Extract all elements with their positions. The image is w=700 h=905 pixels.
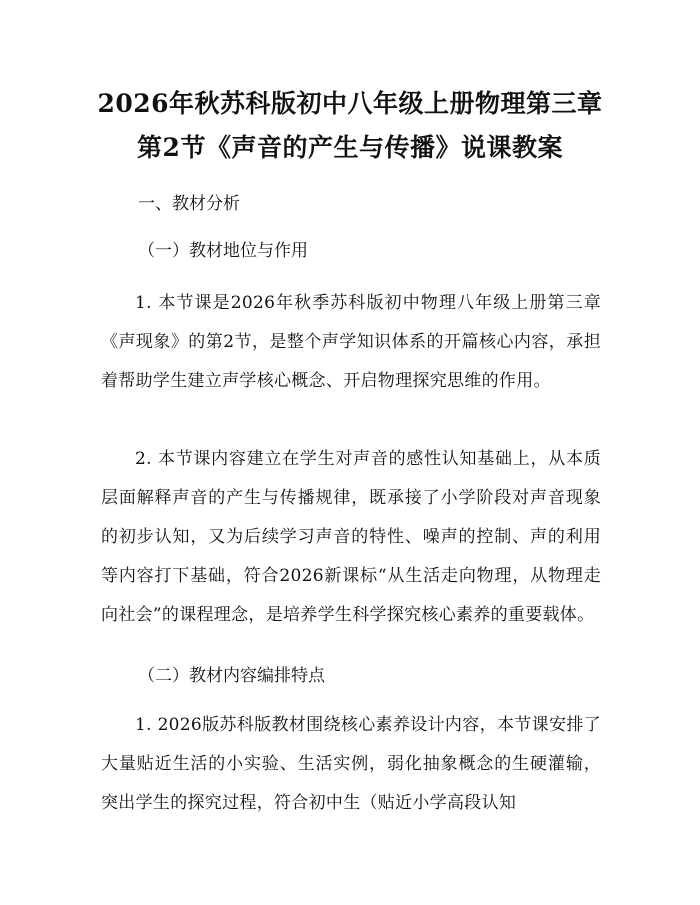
document-title-line-1: 2026年秋苏科版初中八年级上册物理第三章 <box>97 89 603 118</box>
paragraph-2: 2. 本节课内容建立在学生对声音的感性认知基础上，从本质层面解释声音的产生与传播规律，既承接了小学阶段对声音现象的初步认知，又为后续学习声音的特性、噪声的控制、声的利用等内容打下基础，符合2026新课标“从生活走向物理，从物理走向社会”的课程理念，是培养学生科学探究核心素养的重要载体。 <box>101 449 601 625</box>
document-title-line-2: 第2节《声音的产生与传播》说课教案 <box>137 133 563 162</box>
subsection-heading-content-arrangement: （二）教材内容编排特点 <box>138 666 325 686</box>
section-heading-textbook-analysis: 一、教材分析 <box>138 194 240 214</box>
subsection-heading-status-and-role: （一）教材地位与作用 <box>138 241 308 261</box>
paragraph-3: 1. 2026版苏科版教材围绕核心素养设计内容，本节课安排了大量贴近生活的小实验、生活实例，弱化抽象概念的生硬灌输，突出学生的探究过程，符合初中生（贴近小学高段认知 <box>101 715 601 813</box>
paragraph-1: 1. 本节课是2026年秋季苏科版初中物理八年级上册第三章《声现象》的第2节，是整个声学知识体系的开篇核心内容，承担着帮助学生建立声学核心概念、开启物理探究思维的作用。 <box>101 293 601 391</box>
